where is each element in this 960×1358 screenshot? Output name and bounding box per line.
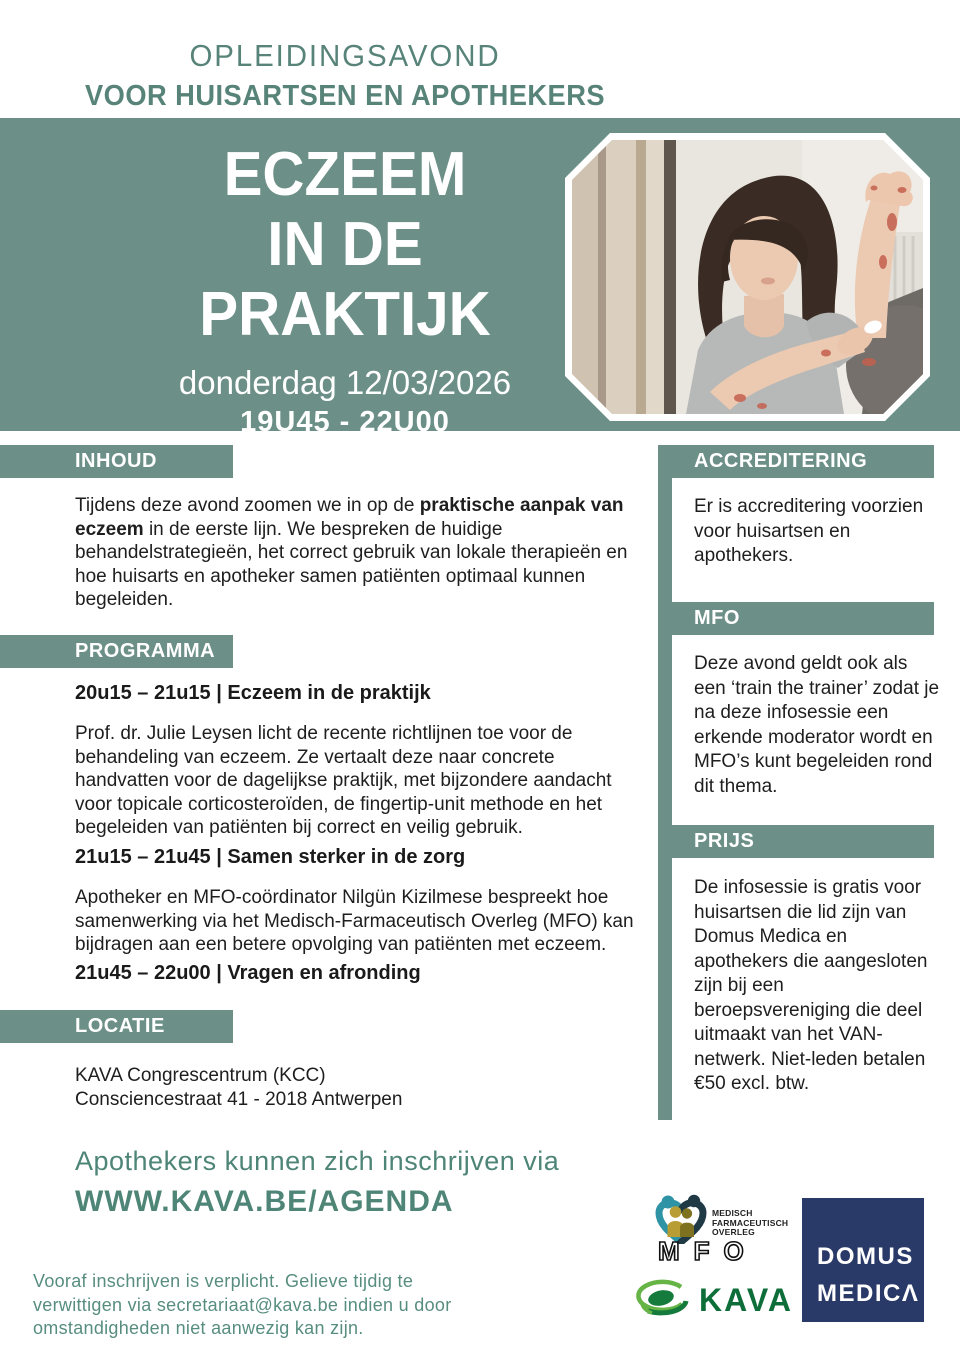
kava-swoosh-icon [635, 1278, 691, 1322]
section-label-locatie: LOCATIE [75, 1015, 165, 1037]
event-type-heading: OPLEIDINGSAVOND [189, 38, 501, 73]
section-label-prijs: PRIJS [694, 830, 755, 852]
mfo-heart-icon [654, 1194, 708, 1244]
event-title-line-2: IN DE [267, 210, 423, 279]
section-bar-accreditering [658, 445, 934, 478]
registration-line: Apothekers kunnen zich inschrijven via [75, 1146, 560, 1176]
inhoud-text-after: in de eerste lijn. We bespreken de huidige behandelstrategieën, het correct gebruik van lokale therapieën en hoe huisarts en apotheker samen patiënten optimaal kunnen begeleiden. [75, 518, 628, 610]
section-bar-prijs [658, 825, 934, 858]
accreditering-text: Er is accreditering voorzien voor huisartsen en apothekers. [694, 496, 924, 566]
event-date: donderdag 12/03/2026 [178, 364, 512, 401]
kava-logo [635, 1278, 793, 1322]
section-bar-inhoud [0, 445, 233, 478]
kava-wordmark: KAVA [699, 1281, 793, 1318]
programma-item-1-description: Prof. dr. Julie Leysen licht de recente richtlijnen toe voor de behandeling van eczeem. Ze vertaalt deze naar concrete handvatten voor de dagelijkse praktijk, met bijzondere aandacht voor topicale corticosteroïden, de fingertip-unit methode en het begeleiden van patiënten bij correct en veilig gebruik. [75, 723, 612, 838]
section-label-accreditering: ACCREDITERING [694, 450, 868, 472]
event-title-line-1: ECZEEM [223, 140, 467, 209]
mfo-caption-line-1: MEDISCH [712, 1208, 753, 1218]
eczema-photo-frame [565, 133, 930, 421]
inhoud-paragraph [75, 494, 641, 612]
mfo-text: Deze avond geldt ook als een ‘train the trainer’ zodat je na deze infosessie een erkende moderator wordt en MFO’s kunt begeleiden rond dit thema. [694, 653, 940, 797]
footer-note-line-1: Vooraf inschrijven is verplicht. Gelieve tijdig te [33, 1271, 414, 1291]
inhoud-text-before: Tijdens deze avond zoomen we in op de [75, 495, 420, 516]
audience-heading: VOOR HUISARTSEN EN APOTHEKERS [84, 80, 606, 112]
location-block [75, 1064, 641, 1112]
prijs-text: De infosessie is gratis voor huisartsen die lid zijn van Domus Medica en apothekers die aangesloten zijn bij een beroepsvereniging die deel uitmaakt van het VAN-netwerk. Niet-leden betalen €50 excl. btw. [694, 877, 928, 1094]
location-address: Consciencestraat 41 - 2018 Antwerpen [75, 1089, 403, 1110]
section-bar-mfo [658, 602, 934, 635]
section-label-inhoud: INHOUD [75, 450, 157, 472]
event-time: 19U45 - 22U00 [240, 406, 450, 438]
section-label-programma: PROGRAMMA [75, 640, 216, 662]
footer-note [33, 1270, 452, 1341]
footer-note-line-2: verwittigen via secretariaat@kava.be indien u door [33, 1294, 452, 1315]
domus-line-2: MEDICΛ [817, 1280, 920, 1307]
section-label-mfo: MFO [694, 607, 740, 629]
section-bar-locatie [0, 1010, 233, 1043]
flyer-top-header [0, 38, 690, 113]
svg-text:MFO: MFO [658, 1238, 758, 1266]
inhoud-text-bold: praktische aanpak van eczeem [75, 495, 624, 540]
registration-url: WWW.KAVA.BE/AGENDA [75, 1185, 454, 1218]
mfo-logo [652, 1192, 802, 1268]
event-title-line-3: PRAKTIJK [199, 280, 491, 349]
domus-line-1: DOMUS [817, 1243, 914, 1270]
mfo-caption-line-2: FARMACEUTISCH [712, 1217, 789, 1228]
title-banner [0, 118, 960, 438]
programma-item-3-heading: 21u45 – 22u00 | Vragen en afronding [75, 962, 421, 984]
location-venue: KAVA Congrescentrum (KCC) [75, 1065, 326, 1086]
registration-block [75, 1146, 559, 1219]
mfo-caption [712, 1209, 788, 1238]
eczema-photo [572, 140, 923, 414]
right-column-stripe [658, 445, 672, 1120]
mfo-wordmark [656, 1238, 786, 1266]
programma-item-2-description: Apotheker en MFO-coördinator Nilgün Kizilmese bespreekt hoe samenwerking via het Medisch-Farmaceutisch Overleg (MFO) kan bijdragen aan een betere opvolging van patiënten met eczeem. [75, 887, 634, 955]
section-bar-programma [0, 635, 233, 668]
footer-note-line-3: omstandigheden niet aanwezig kan zijn. [33, 1318, 364, 1338]
domus-medica-logo [802, 1198, 924, 1322]
programma-item-2-heading: 21u15 – 21u45 | Samen sterker in de zorg [75, 846, 466, 868]
mfo-caption-line-3: OVERLEG [712, 1227, 755, 1237]
eczema-photo-illustration [572, 140, 923, 414]
programma-item-1-heading: 20u15 – 21u15 | Eczeem in de praktijk [75, 682, 431, 704]
